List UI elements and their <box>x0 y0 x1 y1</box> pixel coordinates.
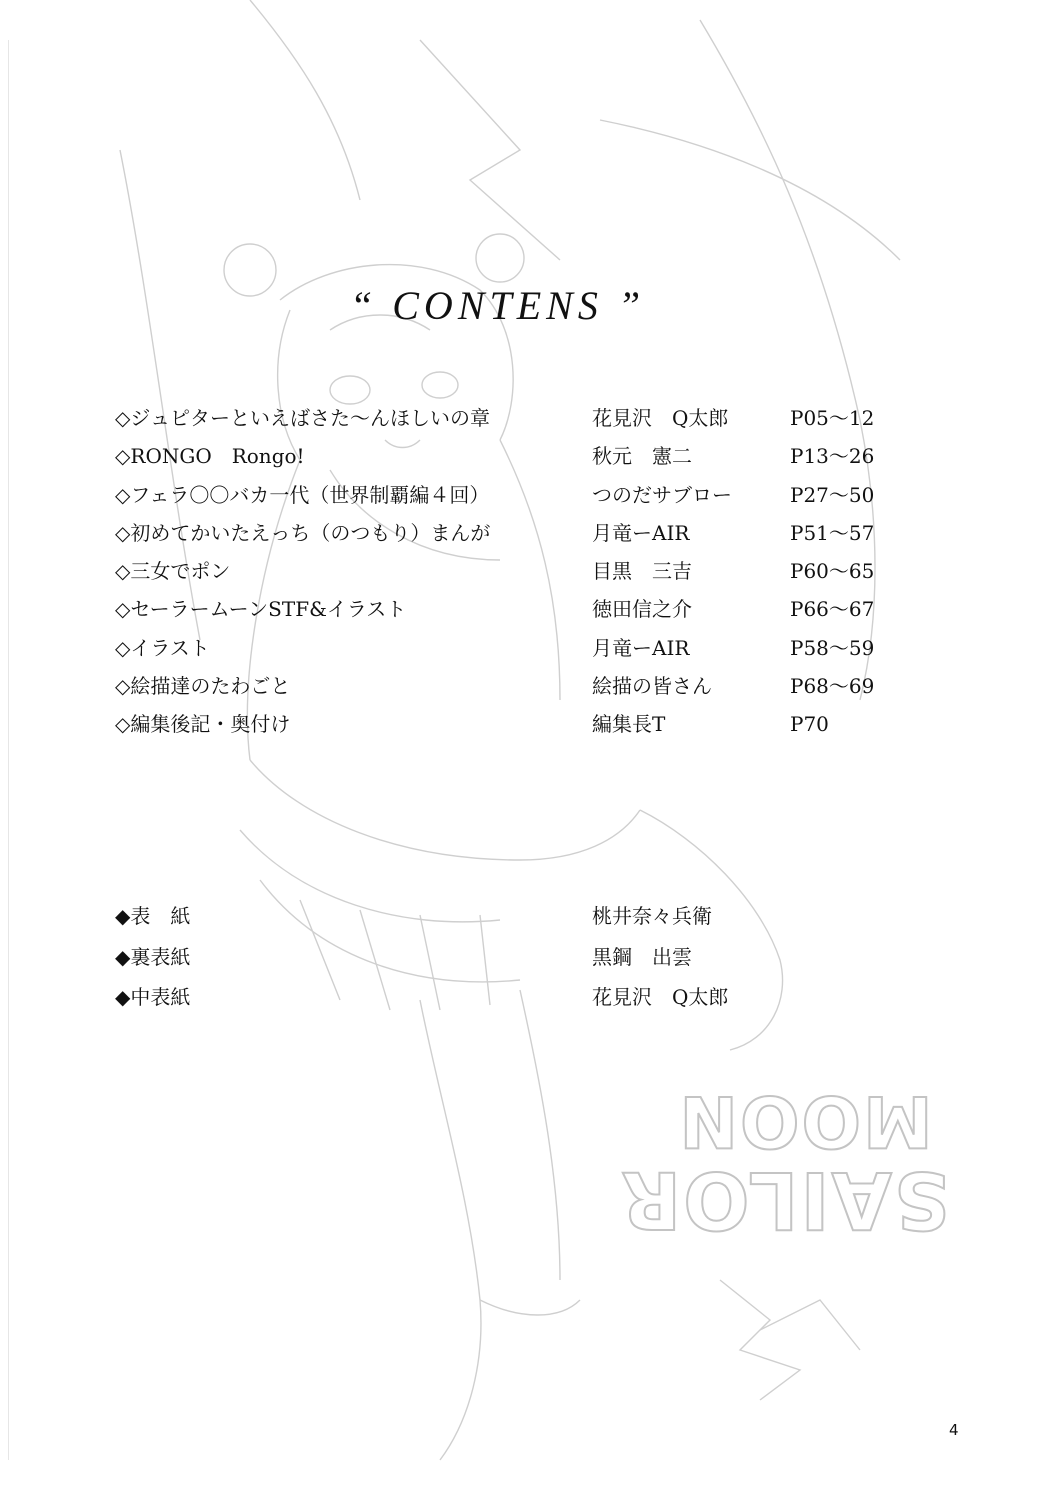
toc-pages: P66〜67 <box>790 597 875 622</box>
toc-author: 花見沢 Q太郎 <box>592 406 729 430</box>
toc-author: 月竜ーAIR <box>592 635 690 660</box>
credit-title: ◆裏表紙 <box>115 944 191 969</box>
toc-author: 目黒 三吉 <box>592 559 692 584</box>
toc-author: つのだサブロー <box>592 482 732 507</box>
page-title: “ CONTENS ” <box>350 283 646 328</box>
page-number: 4 <box>949 1421 959 1439</box>
credit-author: 桃井奈々兵衛 <box>592 904 712 928</box>
toc-title: ◇初めてかいたえっち（のつもり）まんが <box>115 520 491 545</box>
credit-title: ◆表 紙 <box>115 904 191 928</box>
credit-title: ◆中表紙 <box>115 985 191 1009</box>
toc-pages: P68〜69 <box>790 674 875 699</box>
toc-title: ◇RONGO Rongo! <box>115 444 305 469</box>
toc-author: 徳田信之介 <box>592 597 692 622</box>
toc-pages: P60〜65 <box>790 559 875 584</box>
toc-title: ◇絵描達のたわごと <box>115 674 291 699</box>
toc-title: ◇編集後記・奥付け <box>115 712 291 737</box>
toc-title: ◇三女でポン <box>115 559 231 584</box>
toc-pages: P58〜59 <box>790 635 875 660</box>
toc-author: 絵描の皆さん <box>592 674 712 699</box>
credit-author: 黒鋼 出雲 <box>592 944 692 969</box>
sailor-moon-logo <box>619 1070 950 1244</box>
logo-line-1: SAILOR <box>619 1154 950 1244</box>
credit-author: 花見沢 Q太郎 <box>592 985 729 1009</box>
toc-author: 秋元 憲二 <box>592 444 692 469</box>
toc-title: ◇フェラ〇〇バカ一代（世界制覇編４回） <box>115 482 490 507</box>
toc-author: 編集長T <box>592 712 666 737</box>
toc-author: 月竜ーAIR <box>592 520 690 545</box>
toc-title: ◇セーラームーンSTF&イラスト <box>115 597 407 622</box>
toc-title: ◇ジュピターといえばさた〜んほしいの章 <box>115 406 490 430</box>
toc-pages: P05〜12 <box>790 406 875 430</box>
toc-pages: P70 <box>790 712 829 737</box>
toc-pages: P51〜57 <box>790 520 875 545</box>
logo-line-2: MOON <box>677 1080 933 1162</box>
toc-pages: P13〜26 <box>790 444 875 469</box>
toc-pages: P27〜50 <box>790 482 875 507</box>
toc-title: ◇イラスト <box>115 635 210 660</box>
